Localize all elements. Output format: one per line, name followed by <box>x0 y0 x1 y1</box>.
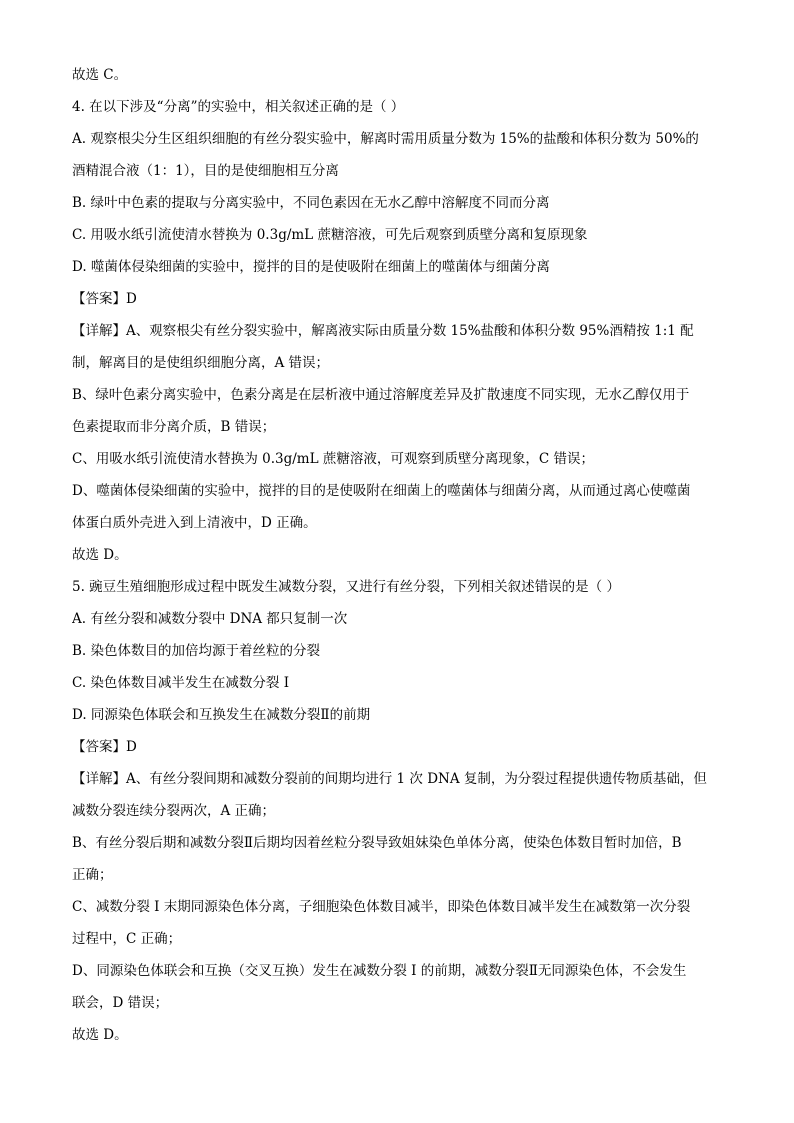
explanation-line: C、减数分裂 I 末期同源染色体分离，子细胞染色体数目减半，即染色体数目减半发生在减数第一次分裂 <box>72 899 691 915</box>
option-c: C. 染色体数目减半发生在减数分裂 I <box>72 675 290 691</box>
explanation-line: B、绿叶色素分离实验中，色素分离是在层析液中通过溶解度差异及扩散速度不同实现，无水乙醇仅用于 <box>72 387 690 403</box>
explanation-line: 【详解】A、有丝分裂间期和减数分裂前的间期均进行 1 次 DNA 复制，为分裂过程提供遗传物质基础，但 <box>72 771 707 787</box>
explanation-line: 减数分裂连续分裂两次，A 正确； <box>72 803 276 819</box>
option-b: B. 绿叶中色素的提取与分离实验中，不同色素因在无水乙醇中溶解度不同而分离 <box>72 195 550 211</box>
question-stem: 4. 在以下涉及“分离”的实验中，相关叙述正确的是（ ） <box>72 99 405 115</box>
conclusion-line: 故选 D。 <box>72 1027 128 1043</box>
option-a-continued: 酒精混合液（1：1），目的是使细胞相互分离 <box>72 163 339 179</box>
option-c: C. 用吸水纸引流使清水替换为 0.3g/mL 蔗糖溶液，可先后观察到质壁分离和复原现象 <box>72 227 588 243</box>
answer-label: 【答案】D <box>72 739 137 755</box>
option-b: B. 染色体数目的加倍均源于着丝粒的分裂 <box>72 643 321 659</box>
question-stem: 5. 豌豆生殖细胞形成过程中既发生减数分裂，又进行有丝分裂，下列相关叙述错误的是（ ） <box>72 579 620 595</box>
explanation-line: 【详解】A、观察根尖有丝分裂实验中，解离液实际由质量分数 15%盐酸和体积分数 95%酒精按 1:1 配 <box>72 323 694 339</box>
option-d: D. 噬菌体侵染细菌的实验中，搅拌的目的是使吸附在细菌上的噬菌体与细菌分离 <box>72 259 550 275</box>
text-line: 故选 C。 <box>72 67 128 83</box>
explanation-line: 正确； <box>72 867 113 883</box>
explanation-line: D、同源染色体联会和互换（交叉互换）发生在减数分裂 I 的前期，减数分裂Ⅱ无同源染色体，不会发生 <box>72 963 687 979</box>
explanation-line: B、有丝分裂后期和减数分裂Ⅱ后期均因着丝粒分裂导致姐妹染色单体分离，使染色体数目暂时加倍，B <box>72 835 682 851</box>
answer-label: 【答案】D <box>72 291 137 307</box>
option-d: D. 同源染色体联会和互换发生在减数分裂Ⅱ的前期 <box>72 707 371 723</box>
option-a: A. 观察根尖分生区组织细胞的有丝分裂实验中，解离时需用质量分数为 15%的盐酸和体积分数为 50%的 <box>72 131 699 147</box>
conclusion-line: 故选 D。 <box>72 547 128 563</box>
explanation-line: 体蛋白质外壳进入到上清液中，D 正确。 <box>72 515 317 531</box>
explanation-line: 过程中，C 正确； <box>72 931 182 947</box>
explanation-line: C、用吸水纸引流使清水替换为 0.3g/mL 蔗糖溶液，可观察到质壁分离现象，C 错误； <box>72 451 594 467</box>
option-a: A. 有丝分裂和减数分裂中 DNA 都只复制一次 <box>72 611 348 627</box>
explanation-line: 色素提取而非分离介质，B 错误； <box>72 419 276 435</box>
explanation-line: 制，解离目的是使组织细胞分离，A 错误； <box>72 355 330 371</box>
explanation-line: D、噬菌体侵染细菌的实验中，搅拌的目的是使吸附在细菌上的噬菌体与细菌分离，从而通过离心使噬菌 <box>72 483 691 499</box>
explanation-line: 联会，D 错误； <box>72 995 169 1011</box>
